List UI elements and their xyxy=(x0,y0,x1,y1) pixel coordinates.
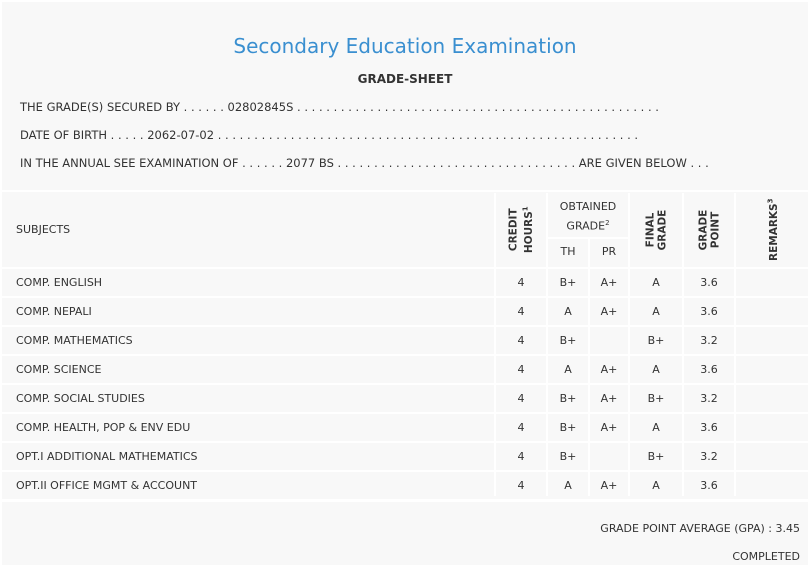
col-grade-point-header: GRADE POINT xyxy=(697,209,721,251)
sheet-title: GRADE-SHEET xyxy=(357,72,453,86)
th-grade-cell: B+ xyxy=(559,392,577,405)
remarks-cell xyxy=(736,472,808,499)
table-row xyxy=(2,443,808,472)
subject-cell: OPT.II OFFICE MGMT & ACCOUNT xyxy=(16,479,198,492)
credit-hours-cell: 4 xyxy=(517,363,525,376)
gpa-summary: GRADE POINT AVERAGE (GPA) : 3.45 xyxy=(600,522,800,535)
remarks-cell xyxy=(736,298,808,325)
final-grade-cell: A xyxy=(652,276,660,289)
credit-hours-cell: 4 xyxy=(517,334,525,347)
credit-hours-cell: 4 xyxy=(517,421,525,434)
grade-point-cell: 3.6 xyxy=(700,276,718,289)
col-credit-hours-header: CREDIT HOURS$^1$ xyxy=(507,206,535,254)
credit-hours-cell: 4 xyxy=(517,479,525,492)
subject-cell: COMP. HEALTH, POP & ENV EDU xyxy=(16,421,191,434)
remarks-cell xyxy=(736,327,808,354)
grade-sheet-card xyxy=(2,2,808,565)
remarks-cell xyxy=(736,443,808,470)
final-grade-cell: B+ xyxy=(647,334,665,347)
grid-line xyxy=(546,237,628,239)
exam-title: Secondary Education Examination xyxy=(233,34,577,58)
col-pr-header: PR xyxy=(601,245,617,258)
pr-grade-cell: A+ xyxy=(600,479,618,492)
table-row xyxy=(2,298,808,327)
table-row xyxy=(2,269,808,298)
table-row xyxy=(2,327,808,356)
grade-point-cell: 3.2 xyxy=(700,334,718,347)
grade-point-cell: 3.2 xyxy=(700,450,718,463)
th-grade-cell: B+ xyxy=(559,334,577,347)
remarks-cell xyxy=(736,385,808,412)
pr-grade-cell: A+ xyxy=(600,276,618,289)
grade-point-cell: 3.6 xyxy=(700,421,718,434)
final-grade-cell: B+ xyxy=(647,450,665,463)
col-final-grade-header: FINAL GRADE xyxy=(644,209,668,251)
subject-cell: COMP. SOCIAL STUDIES xyxy=(16,392,145,405)
final-grade-cell: A xyxy=(652,363,660,376)
grade-sheet-header xyxy=(2,2,808,190)
table-footer-divider xyxy=(2,500,808,502)
table-row xyxy=(2,385,808,414)
final-grade-cell: A xyxy=(652,421,660,434)
th-grade-cell: A xyxy=(564,305,572,318)
subject-cell: COMP. ENGLISH xyxy=(16,276,103,289)
pr-grade-cell xyxy=(590,443,628,470)
pr-grade-cell: A+ xyxy=(600,421,618,434)
subject-cell: COMP. SCIENCE xyxy=(16,363,102,376)
final-grade-cell: B+ xyxy=(647,392,665,405)
grade-point-cell: 3.2 xyxy=(700,392,718,405)
date-of-birth-line: DATE OF BIRTH . . . . . 2062-07-02 . . . . . . . . . . . . . . . . . . . . . . . . . . . . . . . . . . . . . . . . . . . . . . . . . . . . . . . . . . xyxy=(20,128,639,142)
col-obtained-grade-header: OBTAINED GRADE$^2$ xyxy=(559,200,617,233)
completion-status: COMPLETED xyxy=(732,550,800,563)
grade-point-cell: 3.6 xyxy=(700,479,718,492)
credit-hours-cell: 4 xyxy=(517,305,525,318)
grade-point-cell: 3.6 xyxy=(700,363,718,376)
annual-exam-line: IN THE ANNUAL SEE EXAMINATION OF . . . . . . 2077 BS . . . . . . . . . . . . . . . . . . . . . . . . . . . . . . . . . ARE GIVEN BELOW . . . xyxy=(20,156,709,170)
col-subjects-header: SUBJECTS xyxy=(16,223,71,236)
pr-grade-cell: A+ xyxy=(600,363,618,376)
table-row xyxy=(2,356,808,385)
credit-hours-cell: 4 xyxy=(517,392,525,405)
subject-cell: COMP. MATHEMATICS xyxy=(16,334,133,347)
th-grade-cell: A xyxy=(564,363,572,376)
final-grade-cell: A xyxy=(652,479,660,492)
th-grade-cell: B+ xyxy=(559,276,577,289)
remarks-cell xyxy=(736,414,808,441)
col-remarks-header: REMARKS$^3$ xyxy=(766,198,780,262)
header-divider xyxy=(2,190,808,192)
credit-hours-cell: 4 xyxy=(517,450,525,463)
th-grade-cell: A xyxy=(564,479,572,492)
grade-point-cell: 3.6 xyxy=(700,305,718,318)
pr-grade-cell xyxy=(590,327,628,354)
grades-secured-by-line: THE GRADE(S) SECURED BY . . . . . . 02802845S . . . . . . . . . . . . . . . . . . . . . . . . . . . . . . . . . . . . . . . . . . . . . . . . . . xyxy=(20,100,659,114)
remarks-cell xyxy=(736,356,808,383)
subject-cell: COMP. NEPALI xyxy=(16,305,92,318)
col-th-header: TH xyxy=(560,245,576,258)
final-grade-cell: A xyxy=(652,305,660,318)
remarks-cell xyxy=(736,269,808,296)
subject-cell: OPT.I ADDITIONAL MATHEMATICS xyxy=(16,450,198,463)
table-row xyxy=(2,472,808,501)
th-grade-cell: B+ xyxy=(559,450,577,463)
table-row xyxy=(2,414,808,443)
credit-hours-cell: 4 xyxy=(517,276,525,289)
pr-grade-cell: A+ xyxy=(600,392,618,405)
pr-grade-cell: A+ xyxy=(600,305,618,318)
th-grade-cell: B+ xyxy=(559,421,577,434)
